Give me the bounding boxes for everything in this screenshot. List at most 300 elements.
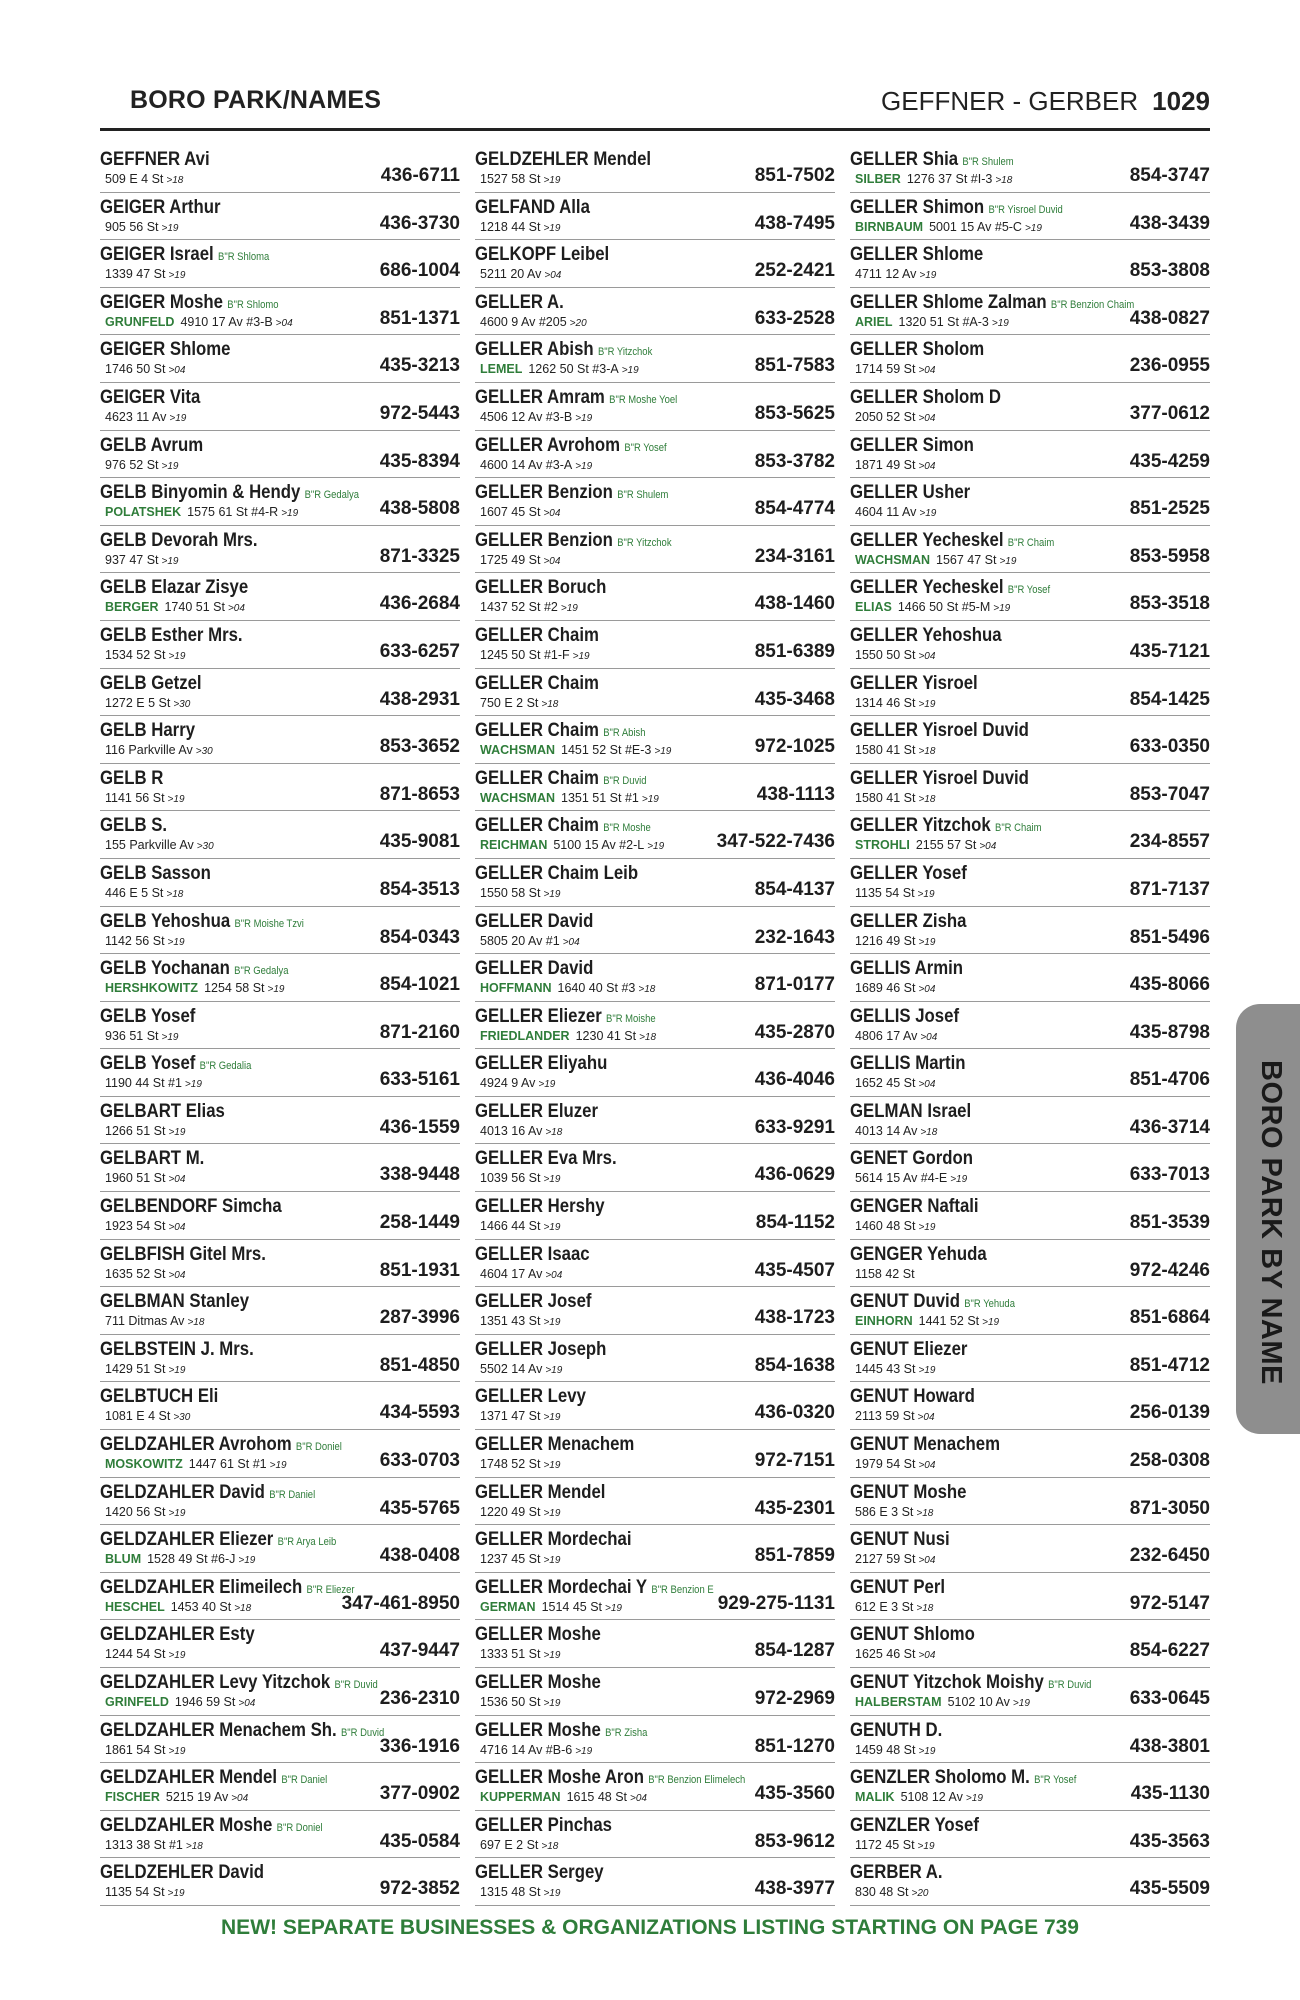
- listing-father-name: B"R Abish: [603, 727, 646, 740]
- listing-name-line: [475, 1290, 591, 1312]
- listing-address: 1314 46 St: [855, 695, 916, 710]
- listing-phone: 258-1449: [379, 1212, 460, 1234]
- listing-name: GENGER Naftali: [850, 1195, 979, 1218]
- listing-entry: [475, 621, 835, 669]
- listing-name: GELLER Sholom D: [850, 385, 1001, 408]
- listing-phone: 972-2969: [754, 1688, 835, 1709]
- listing-address: 5502 14 Av: [480, 1361, 543, 1376]
- listing-father-name: B"R Daniel: [281, 1774, 328, 1787]
- listing-zip-code: >19: [1012, 1698, 1030, 1709]
- listing-phone: 871-3050: [1129, 1497, 1210, 1519]
- listing-father-name: B"R Yosef: [1034, 1774, 1077, 1787]
- listing-name: GEIGER Vita: [100, 385, 201, 408]
- listing-address: 1190 44 St #1: [105, 1076, 182, 1091]
- listing-address-line: [855, 1075, 935, 1093]
- listing-zip-code: >18: [166, 175, 184, 186]
- listing-name: GELLER Levy: [475, 1385, 586, 1408]
- listing-name: GELLER Eva Mrs.: [475, 1147, 617, 1170]
- listing-name: GELLER David: [475, 957, 594, 980]
- listing-zip-code: >19: [168, 1126, 186, 1138]
- listing-wife-maiden-name: WACHSMAN: [855, 552, 930, 567]
- listing-entry: [100, 1382, 460, 1430]
- listing-name-line: [850, 1100, 971, 1122]
- listing-zip-code: >04: [275, 317, 293, 329]
- listing-phone: 347-461-8950: [341, 1592, 460, 1614]
- listing-name: GELBART M.: [100, 1147, 205, 1170]
- listing-address-line: [855, 980, 935, 998]
- listing-address: 1946 59 St: [174, 1695, 236, 1709]
- listing-zip-code: >19: [168, 1745, 186, 1757]
- listing-entry: [100, 335, 460, 383]
- listing-name: GELLER Chaim: [475, 719, 599, 742]
- listing-name-line: [850, 1005, 959, 1027]
- listing-phone: 853-5625: [754, 402, 835, 424]
- listing-address: 4924 9 Av: [480, 1076, 536, 1091]
- listing-name-line: [475, 386, 677, 411]
- listing-entry: [475, 1478, 835, 1526]
- listing-address-line: [480, 647, 590, 665]
- listing-zip-code: >19: [543, 1412, 561, 1424]
- listing-address: 1339 47 St: [105, 267, 166, 282]
- listing-zip-code: >19: [965, 1793, 983, 1805]
- listing-address-line: [855, 504, 936, 522]
- listing-name-line: [475, 1576, 714, 1601]
- listing-address-line: [105, 933, 185, 951]
- listing-zip-code: >04: [168, 365, 186, 377]
- listing-father-name: B"R Eliezer: [306, 1583, 355, 1596]
- listing-entry: [475, 1049, 835, 1097]
- listing-zip-code: >19: [543, 1698, 561, 1709]
- listing-name: GERBER A.: [850, 1861, 943, 1884]
- listing-entry: [100, 669, 460, 717]
- listing-address: 4506 12 Av #3-B: [480, 409, 573, 424]
- listing-phone: 633-5161: [379, 1069, 460, 1091]
- listing-phone: 435-3560: [754, 1783, 835, 1805]
- listing-entry: [475, 1382, 835, 1430]
- listing-father-name: B"R Benzion Chaim: [1050, 298, 1135, 311]
- listing-zip-code: >19: [575, 412, 593, 424]
- listing-address-line: [480, 314, 587, 332]
- listing-entry: [100, 193, 460, 241]
- listing-address-line: [855, 1599, 933, 1617]
- listing-phone: 435-4507: [754, 1259, 835, 1281]
- listing-entry: [850, 811, 1210, 859]
- listing-phone: 234-8557: [1129, 831, 1210, 853]
- listing-address: 1429 51 St: [105, 1361, 166, 1376]
- listing-zip-code: >04: [918, 650, 936, 662]
- listing-zip-code: >18: [185, 1840, 203, 1852]
- listing-address-line: [480, 457, 592, 475]
- listing-address-line: [855, 457, 935, 475]
- listing-name-line: [475, 243, 609, 265]
- listing-address-line: [480, 1313, 560, 1331]
- listing-address: 1371 47 St: [480, 1409, 541, 1424]
- listing-address-line: [105, 266, 185, 284]
- listing-phone: 851-5496: [1129, 926, 1210, 948]
- listing-address: 1575 61 St #4-R: [187, 505, 279, 520]
- listing-phone: 851-4850: [379, 1354, 460, 1376]
- listing-name: GELLER Benzion: [475, 481, 613, 504]
- listing-name-line: [100, 1147, 204, 1169]
- listing-name-line: [475, 814, 651, 839]
- listing-name: GENZLER Sholomo M.: [850, 1766, 1030, 1789]
- listing-name: GELLER Yitzchok: [850, 814, 991, 837]
- listing-address: 2050 52 St: [855, 409, 916, 424]
- listing-name: GELLER Chaim Leib: [475, 861, 639, 884]
- listing-wife-maiden-name: LEMEL: [480, 362, 523, 377]
- listing-address: 1725 49 St: [480, 552, 541, 567]
- listing-phone: 436-4046: [754, 1069, 835, 1091]
- listing-entry: [100, 383, 460, 431]
- listing-name-line: [475, 1005, 656, 1030]
- listing-name-line: [850, 386, 1001, 408]
- listing-entry: [850, 145, 1210, 193]
- listing-entry: [100, 288, 460, 336]
- listing-name: GELLER Moshe: [475, 1718, 601, 1741]
- listing-name-line: [100, 719, 195, 741]
- listing-phone: 436-3714: [1129, 1116, 1210, 1138]
- listing-zip-code: >19: [543, 175, 561, 186]
- listing-name: GENUT Perl: [850, 1575, 946, 1598]
- listing-address: 5001 15 Av #5-C: [929, 219, 1022, 234]
- listing-name: GEIGER Moshe: [100, 290, 224, 313]
- listing-zip-code: >19: [543, 1888, 561, 1900]
- listing-address-line: [105, 1218, 185, 1236]
- listing-phone: 256-0139: [1129, 1402, 1210, 1424]
- listing-address-line: [105, 409, 186, 427]
- listing-name-line: [850, 1052, 966, 1074]
- listing-phone: 435-5765: [379, 1497, 460, 1519]
- listing-phone: 438-3801: [1129, 1735, 1210, 1757]
- listing-phone: 633-6257: [379, 640, 460, 662]
- listing-phone: 972-3852: [379, 1878, 460, 1900]
- listing-name-line: [475, 624, 599, 646]
- listing-name-line: [100, 1338, 254, 1360]
- listing-zip-code: >04: [979, 841, 997, 853]
- listing-address: 1567 47 St: [936, 552, 997, 567]
- listing-entry: [475, 1144, 835, 1192]
- listing-father-name: B"R Chaim: [1007, 536, 1055, 549]
- listing-name-line: [475, 576, 606, 598]
- listing-zip-code: >04: [918, 1650, 936, 1662]
- listing-zip-code: >19: [269, 1460, 287, 1472]
- listing-address-line: [480, 1170, 560, 1188]
- listing-address-line: [855, 1504, 933, 1522]
- listing-name-line: [850, 291, 1134, 316]
- listing-wife-maiden-name: POLATSHEK: [105, 505, 182, 520]
- listing-name: GELLER Eliyahu: [475, 1052, 608, 1075]
- listing-address: 1437 52 St #2: [480, 600, 558, 615]
- listing-zip-code: >19: [167, 793, 185, 805]
- listing-name: GELLER Yisroel Duvid: [850, 719, 1029, 742]
- listing-address-line: [480, 409, 592, 427]
- listing-entry: [100, 907, 460, 955]
- listing-name-line: [100, 1052, 251, 1077]
- listing-entry: [850, 383, 1210, 431]
- listing-entry: [475, 716, 835, 764]
- listing-zip-code: >19: [918, 936, 936, 948]
- listing-address-line: [105, 552, 178, 570]
- listing-address: 1266 51 St: [105, 1123, 166, 1138]
- listing-father-name: B"R Duvid: [334, 1679, 378, 1691]
- listing-entry: [100, 621, 460, 669]
- listing-phone: 435-8798: [1129, 1021, 1210, 1043]
- listing-phone: 633-0350: [1129, 736, 1210, 758]
- listing-zip-code: >19: [168, 270, 186, 282]
- listing-name: GELLER Mordechai: [475, 1528, 632, 1551]
- listing-address-line: [855, 599, 1010, 617]
- listing-zip-code: >19: [267, 984, 285, 996]
- listing-entry: [475, 954, 835, 1002]
- listing-name: GELDZAHLER Moshe: [100, 1813, 273, 1836]
- listing-zip-code: >20: [569, 317, 587, 329]
- listing-address: 1351 43 St: [480, 1314, 541, 1329]
- listing-address: 116 Parkville Av: [105, 743, 193, 758]
- listing-zip-code: >04: [168, 1174, 186, 1186]
- listing-name-line: [100, 243, 269, 268]
- listing-address-line: [480, 1646, 560, 1664]
- listing-entry: [475, 431, 835, 479]
- listing-address: 1320 51 St #A-3: [898, 314, 989, 329]
- listing-father-name: B"R Daniel: [269, 1488, 316, 1501]
- listing-name: GELMAN Israel: [850, 1099, 972, 1122]
- listing-phone: 438-1460: [754, 593, 835, 615]
- listing-zip-code: >19: [238, 1555, 256, 1567]
- listing-zip-code: >04: [918, 1460, 936, 1472]
- listing-father-name: B"R Shlomo: [227, 298, 279, 311]
- listing-zip-code: >04: [918, 365, 936, 377]
- listing-address-line: [855, 742, 935, 760]
- listing-entry: [475, 1763, 835, 1811]
- listing-address-line: [855, 314, 1009, 332]
- listing-address: 612 E 3 St: [855, 1599, 914, 1614]
- listing-address: 1527 58 St: [480, 172, 541, 186]
- listing-zip-code: >19: [281, 508, 299, 520]
- listing-name: GELLER Abish: [475, 338, 594, 361]
- listing-name: GELLER Moshe: [475, 1671, 601, 1693]
- listing-zip-code: >18: [995, 175, 1013, 186]
- listing-name: GENUT Howard: [850, 1385, 975, 1408]
- listing-address: 5100 15 Av #2-L: [553, 838, 645, 853]
- listing-wife-maiden-name: HALBERSTAM: [855, 1695, 942, 1709]
- listing-name: GELLER David: [475, 909, 594, 932]
- listing-address: 1272 E 5 St: [105, 695, 171, 710]
- listing-zip-code: >19: [950, 1174, 968, 1186]
- listing-phone: 434-5593: [379, 1402, 460, 1424]
- listing-zip-code: >04: [231, 1793, 249, 1805]
- listing-phone: 438-7495: [754, 212, 835, 234]
- listing-entry: [850, 1573, 1210, 1621]
- listing-address: 1453 40 St: [170, 1599, 232, 1614]
- listing-wife-maiden-name: EINHORN: [855, 1314, 913, 1329]
- listing-zip-code: >19: [161, 460, 179, 472]
- listing-zip-code: >19: [918, 1222, 936, 1234]
- listing-father-name: B"R Doniel: [276, 1821, 323, 1834]
- listing-wife-maiden-name: MOSKOWITZ: [105, 1457, 183, 1472]
- listing-address-line: [105, 1266, 185, 1284]
- listing-address: 4604 17 Av: [480, 1266, 543, 1281]
- listing-address: 1550 58 St: [480, 885, 541, 900]
- listing-phone: 287-3996: [379, 1307, 460, 1329]
- listing-zip-code: >19: [999, 555, 1017, 567]
- listing-zip-code: >19: [543, 1650, 561, 1662]
- listing-address-line: [105, 1551, 255, 1569]
- listing-address-line: [480, 1837, 558, 1855]
- listing-entry: [475, 1240, 835, 1288]
- listing-name: GENUTH D.: [850, 1718, 943, 1741]
- listing-name-line: [850, 196, 1063, 221]
- listing-address-line: [855, 1361, 935, 1379]
- listing-address: 1451 52 St #E-3: [561, 743, 652, 758]
- listing-address: 1441 52 St: [918, 1314, 980, 1329]
- listing-address: 1580 41 St: [855, 790, 916, 805]
- listing-name: GELBENDORF Simcha: [100, 1195, 282, 1218]
- name-range: GEFFNER - GERBER: [881, 86, 1139, 116]
- listing-zip-code: >04: [918, 460, 936, 472]
- listing-address-line: [855, 1884, 928, 1902]
- listing-wife-maiden-name: GERMAN: [480, 1599, 536, 1614]
- listing-name: GELLER Joseph: [475, 1337, 607, 1360]
- listing-name: GEIGER Shlome: [100, 338, 231, 361]
- listing-name: GELB Yosef: [100, 1004, 196, 1027]
- listing-address-line: [855, 1266, 915, 1282]
- section-title: BORO PARK/NAMES: [130, 86, 382, 114]
- listing-zip-code: >18: [916, 1602, 934, 1614]
- listing-name: GELLER Shlome Zalman: [850, 290, 1047, 313]
- listing-entry: [475, 1430, 835, 1478]
- listing-address-line: [105, 1075, 202, 1093]
- listing-entry: [100, 811, 460, 859]
- listing-name: GELBART Elias: [100, 1099, 225, 1122]
- listing-zip-code: >19: [543, 222, 561, 234]
- listing-phone: 972-5443: [379, 402, 460, 424]
- listing-address: 750 E 2 St: [480, 695, 539, 710]
- listing-address-line: [855, 1170, 967, 1188]
- listing-zip-code: >18: [541, 698, 559, 710]
- listing-name: GELB S.: [100, 814, 168, 837]
- listing-phone: 972-1025: [754, 736, 835, 758]
- listing-address: 1445 43 St: [855, 1361, 916, 1376]
- listing-name: GEIGER Arthur: [100, 195, 221, 218]
- listing-entry: [850, 859, 1210, 907]
- listing-entry: [100, 1002, 460, 1050]
- listing-phone: 854-0343: [379, 926, 460, 948]
- listing-address-line: [855, 1742, 935, 1760]
- listing-address-line: [855, 1313, 999, 1331]
- listing-name: GENET Gordon: [850, 1147, 973, 1170]
- listing-address: 1740 51 St: [164, 600, 225, 615]
- listing-address-line: [480, 1218, 560, 1236]
- listing-wife-maiden-name: ARIEL: [855, 314, 893, 329]
- listing-zip-code: >19: [918, 1364, 936, 1376]
- listing-address-line: [855, 837, 996, 855]
- listing-name: GELB Devorah Mrs.: [100, 528, 258, 551]
- listing-wife-maiden-name: BERGER: [105, 600, 159, 615]
- listing-name-line: [475, 862, 638, 884]
- listing-entry: [850, 1716, 1210, 1764]
- listing-name: GELLER Moshe: [475, 1623, 601, 1646]
- listing-address-line: [855, 1646, 935, 1664]
- listing-wife-maiden-name: HESCHEL: [105, 1599, 165, 1614]
- listing-phone: 258-0308: [1129, 1450, 1210, 1472]
- listing-phone: 853-7047: [1129, 783, 1210, 805]
- listing-address: 1081 E 4 St: [105, 1409, 171, 1424]
- listing-father-name: B"R Benzion Elimelech: [648, 1774, 746, 1787]
- listing-name-line: [475, 1195, 605, 1217]
- listing-wife-maiden-name: KUPPERMAN: [480, 1790, 561, 1805]
- listing-name: GELLER Chaim: [475, 623, 599, 646]
- listing-address: 5805 20 Av #1: [480, 933, 560, 948]
- listing-father-name: B"R Yosef: [624, 441, 667, 454]
- listing-address: 1534 52 St: [105, 647, 166, 662]
- listing-zip-code: >19: [917, 888, 935, 900]
- listing-zip-code: >18: [234, 1602, 252, 1614]
- listing-zip-code: >19: [641, 793, 659, 805]
- listing-address-line: [105, 599, 245, 617]
- header-rule: [100, 128, 1210, 131]
- listing-entry: [475, 764, 835, 812]
- listing-zip-code: >19: [919, 270, 937, 282]
- listing-name-line: [475, 529, 672, 554]
- listing-entry: [100, 526, 460, 574]
- listing-address-line: [480, 1408, 560, 1426]
- listing-entry: [475, 1573, 835, 1621]
- listing-zip-code: >04: [543, 555, 561, 567]
- listing-name-line: [850, 1243, 987, 1265]
- listing-wife-maiden-name: STROHLI: [855, 838, 910, 853]
- listing-zip-code: >19: [560, 603, 578, 615]
- listing-name: GELDZAHLER David: [100, 1480, 265, 1503]
- listing-entry: [475, 478, 835, 526]
- listing-name-line: [475, 910, 593, 932]
- listing-father-name: B"R Zisha: [605, 1726, 648, 1739]
- listing-zip-code: >04: [543, 508, 561, 520]
- listing-entry: [475, 1668, 835, 1716]
- listing-zip-code: >04: [920, 1031, 938, 1043]
- listing-zip-code: >19: [167, 936, 185, 948]
- listing-address-line: [105, 1028, 178, 1046]
- listing-name-line: [850, 1719, 942, 1741]
- listing-zip-code: >19: [918, 1745, 936, 1757]
- listing-name-line: [475, 1385, 586, 1407]
- listing-name-line: [850, 434, 974, 456]
- listing-entry: [850, 240, 1210, 288]
- listing-entry: [850, 1049, 1210, 1097]
- listing-entry: [100, 1097, 460, 1145]
- listing-name-line: [850, 243, 983, 265]
- listing-phone: 871-3325: [379, 545, 460, 567]
- listing-address: 2113 59 St: [855, 1409, 915, 1424]
- listing-address-line: [855, 1789, 983, 1807]
- listing-address-line: [105, 837, 214, 855]
- listing-address-line: [480, 504, 560, 522]
- listing-name-line: [100, 434, 203, 456]
- listing-address: 1313 38 St #1: [105, 1837, 183, 1852]
- listing-address-line: [105, 647, 185, 665]
- listing-address: 1158 42 St: [855, 1266, 915, 1281]
- listing-zip-code: >19: [543, 1174, 561, 1186]
- listing-entry: [850, 1620, 1210, 1668]
- listing-address-line: [105, 1694, 255, 1712]
- listing-address: 1607 45 St: [480, 505, 541, 520]
- listing-address-line: [480, 1266, 562, 1284]
- listing-entry: [100, 1811, 460, 1859]
- listing-entry: [850, 1430, 1210, 1478]
- listing-name-line: [100, 1100, 225, 1122]
- listing-address-line: [105, 1123, 185, 1141]
- listing-zip-code: >04: [917, 1412, 935, 1424]
- listing-entry: [850, 573, 1210, 621]
